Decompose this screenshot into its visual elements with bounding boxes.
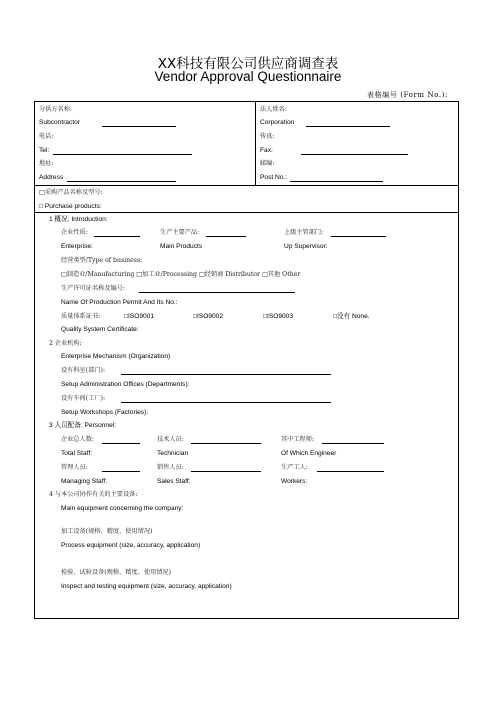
purchase-products-label-en: □ Purchase products: bbox=[39, 203, 102, 210]
workers-label-en: Workers: bbox=[281, 478, 308, 485]
section-4-heading: 4 与本公司协作有关的主要设备: bbox=[49, 491, 138, 498]
divider-info bbox=[35, 185, 458, 186]
column-divider bbox=[255, 102, 256, 185]
purchase-products-label-cn: □采购产品名称及型号: bbox=[39, 189, 103, 196]
fax-label-cn: 传真: bbox=[260, 133, 275, 140]
section-2-heading: 2 企业机构: bbox=[49, 340, 82, 347]
workers-field[interactable] bbox=[317, 471, 384, 472]
fax-label-en: Fax: bbox=[260, 147, 273, 154]
main-products-label-en: Main Products bbox=[160, 243, 203, 250]
workshops-label-cn: 设有车间(工厂): bbox=[61, 395, 106, 402]
address-field[interactable] bbox=[67, 181, 176, 182]
engineer-label-cn: 其中工程师: bbox=[281, 436, 315, 443]
post-label-cn: 邮编: bbox=[260, 160, 275, 167]
subcontractor-field[interactable] bbox=[102, 126, 176, 127]
business-type-label: 经营类型/Type of business: bbox=[61, 257, 143, 264]
post-field[interactable] bbox=[290, 181, 383, 182]
post-label-en: Post No.: bbox=[260, 174, 288, 181]
sales-staff-label-cn: 销售人员: bbox=[157, 464, 184, 471]
enterprise-label-en: Enterprise: bbox=[61, 243, 93, 250]
title-chinese: XX科技有限公司供应商调查表 bbox=[157, 56, 339, 72]
subcontractor-label-en: Subcontractor bbox=[39, 119, 81, 126]
form-number-label: 表格编号 (Form No.): bbox=[367, 91, 448, 99]
supervisor-label-cn: 上级主管部门: bbox=[284, 229, 324, 236]
subcontractor-label-cn: 分供方名称: bbox=[39, 106, 73, 113]
iso9002-checkbox[interactable]: □ISO9002 bbox=[193, 313, 224, 320]
sales-staff-label-en: Sales Staff: bbox=[157, 478, 191, 485]
permit-label-en: Name Of Production Permit And Its No.: bbox=[61, 299, 178, 306]
managing-staff-field[interactable] bbox=[102, 471, 140, 472]
corporation-label-en: Corporation bbox=[260, 119, 295, 126]
workers-label-cn: 生产工人: bbox=[281, 464, 308, 471]
supervisor-label-en: Up Supervisor: bbox=[284, 243, 328, 250]
inspection-equipment-label-cn: 检验、试验设备(规格、精度、使用情况) bbox=[61, 569, 172, 576]
managing-staff-label-cn: 管理人员: bbox=[61, 464, 88, 471]
address-label-en: Address bbox=[39, 174, 64, 181]
admin-offices-label-en: Setup Administration Offices (Departments): bbox=[61, 381, 190, 388]
enterprise-label-cn: 企业性质: bbox=[61, 229, 88, 236]
total-staff-field[interactable] bbox=[102, 443, 140, 444]
supervisor-field[interactable] bbox=[331, 236, 386, 237]
enterprise-field[interactable] bbox=[94, 236, 140, 237]
main-products-label-cn: 生产主要产品: bbox=[160, 229, 200, 236]
workshops-label-en: Setup Workshops (Factories): bbox=[61, 409, 149, 416]
workshops-field[interactable] bbox=[121, 402, 331, 403]
process-equipment-label-cn: 加工设备(规格、精度、使用情况) bbox=[61, 528, 153, 535]
admin-offices-label-cn: 设有科室(部门): bbox=[61, 367, 106, 374]
iso9003-checkbox[interactable]: □ISO9003 bbox=[263, 313, 294, 320]
total-staff-label-en: Total Staff: bbox=[61, 450, 93, 457]
address-label-cn: 地址: bbox=[39, 160, 54, 167]
total-staff-label-cn: 企业总人数: bbox=[61, 436, 95, 443]
mechanism-label-en: Enterprise Mechanism (Organization) bbox=[61, 353, 171, 360]
engineer-field[interactable] bbox=[322, 443, 384, 444]
engineer-label-en: Of Which Engineer bbox=[281, 450, 337, 457]
quality-cert-label-cn: 质量体系证书: bbox=[61, 313, 101, 320]
permit-field[interactable] bbox=[139, 292, 295, 293]
inspection-equipment-label-en: Inspect and testing equipment (size, accuracy, application) bbox=[61, 583, 232, 590]
fax-field[interactable] bbox=[301, 154, 408, 155]
none-checkbox[interactable]: □没有 None. bbox=[333, 313, 370, 320]
corporation-field[interactable] bbox=[306, 126, 390, 127]
process-equipment-label-en: Process equipment (size, accuracy, application) bbox=[61, 542, 201, 549]
quality-cert-label-en: Quality System Certificate: bbox=[61, 326, 139, 333]
questionnaire-table bbox=[34, 101, 459, 619]
technician-label-cn: 技术人员: bbox=[157, 436, 184, 443]
business-type-checkboxes[interactable]: □制造业/Manufacturing □加工业/Processing □经销商 Distributor □其他 Other bbox=[61, 271, 301, 278]
tel-field[interactable] bbox=[53, 154, 192, 155]
main-equipment-label-en: Main equipment concerning the company: bbox=[61, 505, 184, 512]
corporation-label-cn: 法人姓名: bbox=[260, 106, 287, 113]
sales-staff-field[interactable] bbox=[191, 471, 261, 472]
managing-staff-label-en: Managing Staff: bbox=[61, 478, 108, 485]
iso9001-checkbox[interactable]: □ISO9001 bbox=[124, 313, 155, 320]
main-products-field[interactable] bbox=[206, 236, 246, 237]
permit-label-cn: 生产许可证名称及编号: bbox=[61, 285, 125, 292]
tel-label-cn: 电话: bbox=[39, 133, 54, 140]
tel-label-en: Tel: bbox=[39, 147, 50, 154]
technician-field[interactable] bbox=[191, 443, 261, 444]
section-1-heading: 1 概况: Introduction: bbox=[49, 216, 108, 223]
divider-products bbox=[35, 212, 458, 213]
section-3-heading: 3 人员配备: Personnel: bbox=[49, 422, 117, 429]
title-english: Vendor Approval Questionnaire bbox=[154, 69, 342, 84]
technician-label-en: Technician bbox=[157, 450, 189, 457]
admin-offices-field[interactable] bbox=[121, 374, 331, 375]
